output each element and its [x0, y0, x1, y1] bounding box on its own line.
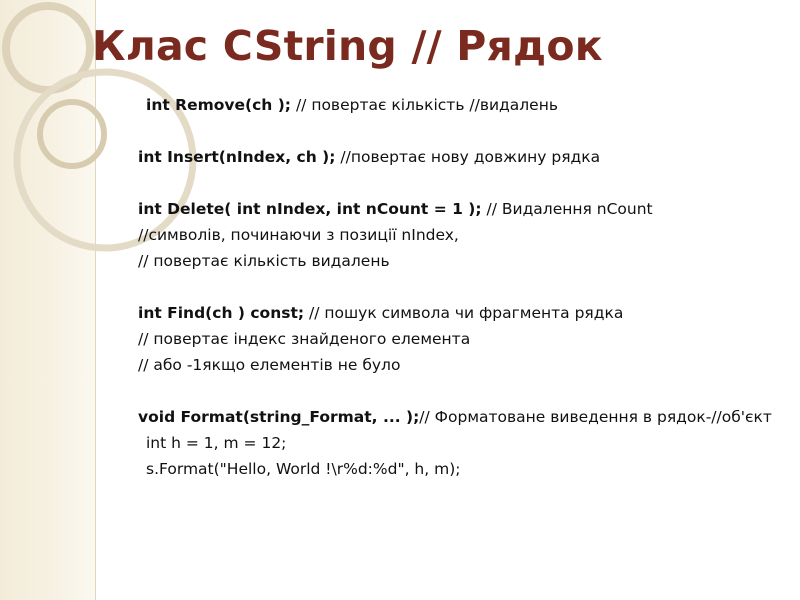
example-line-2	[138, 456, 778, 482]
insert-signature: int Insert(nIndex, ch );	[138, 148, 336, 166]
decorative-sidebar	[0, 0, 95, 600]
remove-comment: // повертає кількість //видалень	[291, 96, 558, 114]
delete-comment-line-2	[138, 222, 778, 248]
delete-comment: // Видалення nCount	[481, 200, 653, 218]
delete-comment-3: // повертає кількість видалень	[138, 252, 390, 270]
example-line-1	[138, 430, 778, 456]
delete-line	[138, 196, 778, 222]
find-comment: // пошук символа чи фрагмента рядка	[304, 304, 624, 322]
delete-signature: int Delete( int nIndex, int nCount = 1 );	[138, 200, 482, 218]
slide-body	[138, 92, 778, 482]
delete-comment-line-3	[138, 248, 778, 274]
find-comment-line-3	[138, 352, 778, 378]
find-line	[138, 300, 778, 326]
delete-comment-2: //символів, починаючи з позиції nIndex,	[138, 226, 459, 244]
find-comment-3: // або -1якщо елементів не було	[138, 356, 401, 374]
spacer	[138, 170, 778, 196]
example-code-2: s.Format("Hello, World !\r%d:%d", h, m);	[146, 460, 461, 478]
insert-line	[138, 144, 778, 170]
format-signature: void Format(string_Format, ... );	[138, 408, 420, 426]
spacer	[138, 118, 778, 144]
spacer	[138, 378, 778, 404]
remove-line	[138, 92, 778, 118]
format-line	[138, 404, 778, 430]
find-comment-2: // повертає індекс знайденого елемента	[138, 330, 471, 348]
sidebar-divider	[95, 0, 96, 600]
slide-title: Клас CString // Рядок	[92, 22, 603, 70]
find-comment-line-2	[138, 326, 778, 352]
format-comment: // Форматоване виведення в рядок-//об'єкт	[419, 408, 772, 426]
insert-comment: //повертає нову довжину рядка	[335, 148, 601, 166]
remove-signature: int Remove(ch );	[146, 96, 292, 114]
spacer	[138, 274, 778, 300]
find-signature: int Find(ch ) const;	[138, 304, 305, 322]
example-code-1: int h = 1, m = 12;	[146, 434, 287, 452]
